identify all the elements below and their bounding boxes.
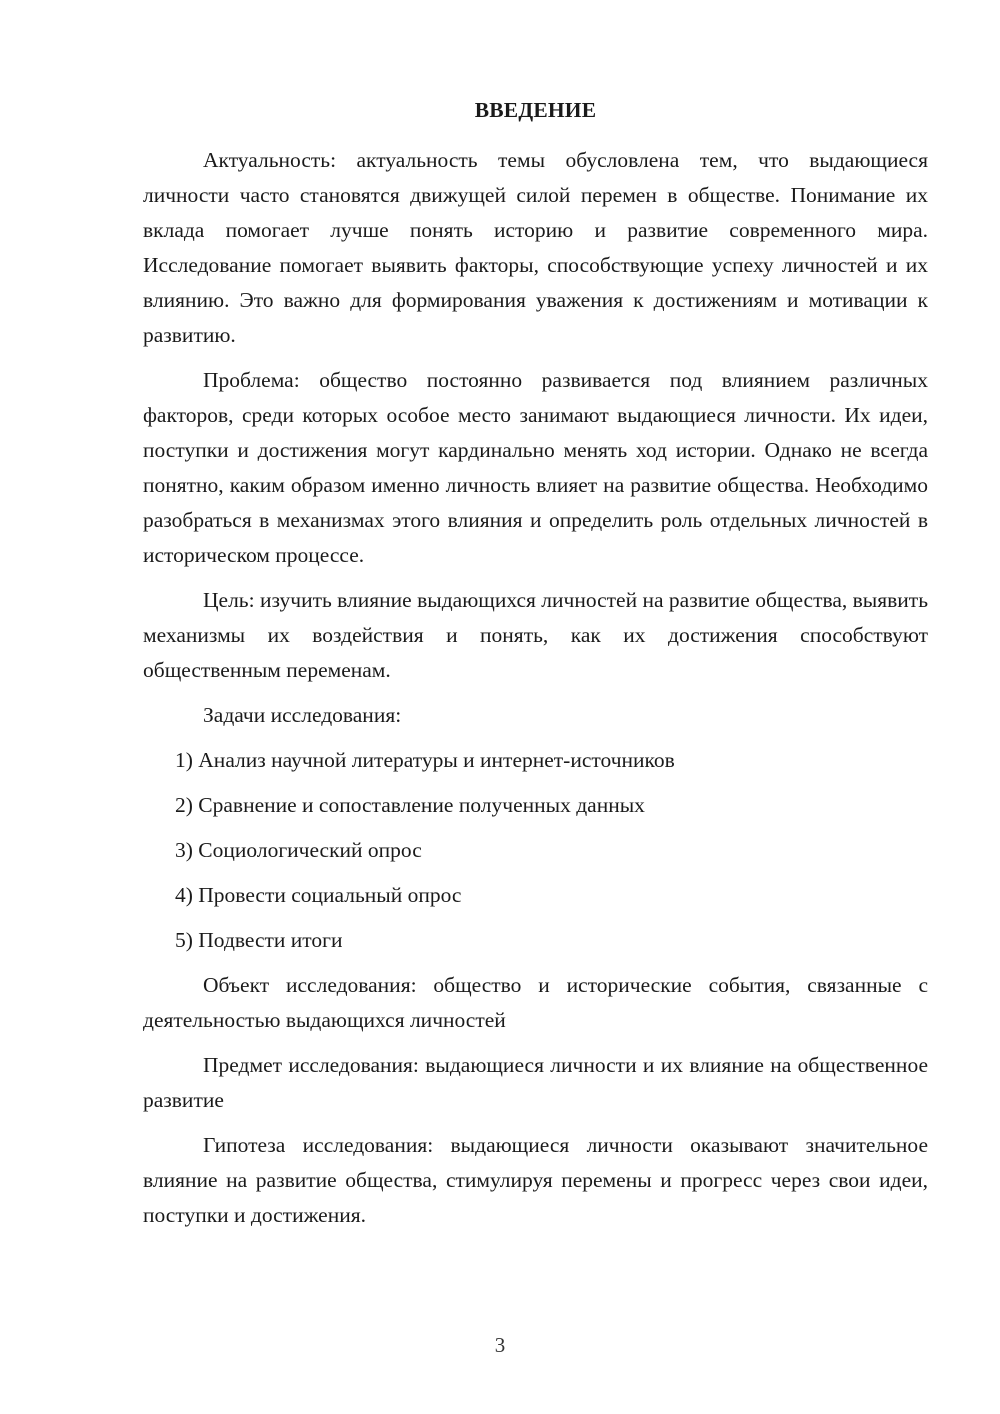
- task-item: 1) Анализ научной литературы и интернет-источников: [175, 748, 675, 772]
- task-item: 3) Социологический опрос: [175, 838, 422, 862]
- subject-paragraph: Предмет исследования: выдающиеся личности и их влияние на общественное развитие: [143, 1053, 928, 1112]
- section-title: ВВЕДЕНИЕ: [474, 98, 597, 122]
- hypothesis-paragraph: Гипотеза исследования: выдающиеся личности оказывают значительное влияние на развитие общества, стимулируя перемены и прогресс через свои идеи, поступки и достижения.: [143, 1133, 928, 1227]
- object-paragraph: Объект исследования: общество и исторические события, связанные с деятельностью выдающихся личностей: [143, 973, 928, 1032]
- task-item: 2) Сравнение и сопоставление полученных данных: [175, 793, 645, 817]
- task-item: 4) Провести социальный опрос: [175, 883, 462, 907]
- relevance-paragraph: Актуальность: актуальность темы обусловлена тем, что выдающиеся личности часто становятся движущей силой перемен в обществе. Понимание их вклада помогает лучше понять историю и развитие современного мира. Исследование помогает выявить факторы, способствующие успеху личностей и их влиянию. Это важно для формирования уважения к достижениям и мотивации к развитию.: [143, 148, 928, 347]
- task-item: 5) Подвести итоги: [175, 928, 343, 952]
- page-number: 3: [494, 1333, 506, 1357]
- problem-paragraph: Проблема: общество постоянно развивается под влиянием различных факторов, среди которых особое место занимают выдающиеся личности. Их идеи, поступки и достижения могут кардинально менять ход истории. Однако не всегда понятно, каким образом именно личность влияет на развитие общества. Необходимо разобраться в механизмах этого влияния и определить роль отдельных личностей в историческом процессе.: [143, 368, 928, 567]
- tasks-heading: Задачи исследования:: [203, 703, 402, 727]
- goal-paragraph: Цель: изучить влияние выдающихся личностей на развитие общества, выявить механизмы их воздействия и понять, как их достижения способствуют общественным переменам.: [143, 588, 928, 682]
- document-page: [143, 93, 928, 1243]
